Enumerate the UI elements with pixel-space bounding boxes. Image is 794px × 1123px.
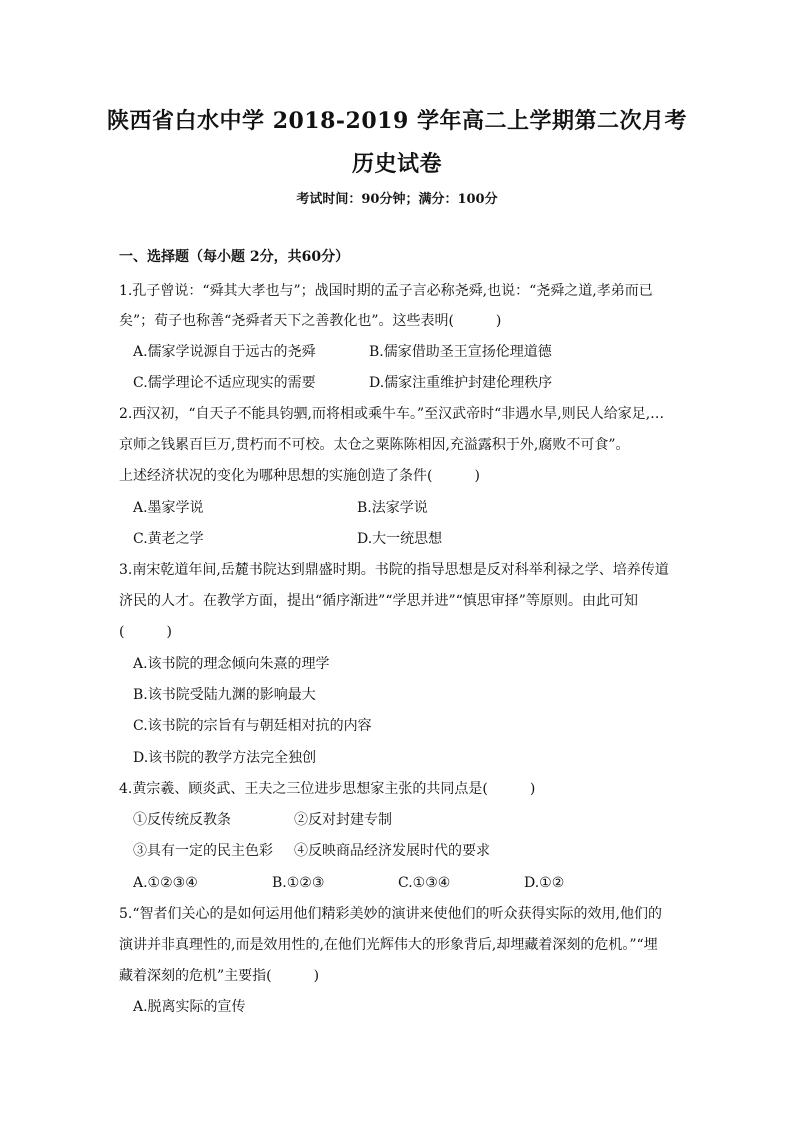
q5-option-a: A.脱离实际的宣传: [133, 999, 246, 1015]
q5-stem-line3: 藏着深刻的危机”主要指( ): [119, 968, 320, 984]
q2-option-d: D.大一统思想: [357, 531, 443, 547]
q1-stem-line2: 矣”；荀子也称善“尧舜者天下之善教化也”。这些表明( ): [119, 313, 502, 329]
q4-option-c: C.①③④: [398, 875, 451, 891]
q3-option-c: C.该书院的宗旨有与朝廷相对抗的内容: [133, 718, 372, 734]
q5-stem-line2: 演讲并非真理性的,而是效用性的,在他们光辉伟大的形象背后,却埋藏着深刻的危机。”“埋: [119, 937, 658, 953]
q3-option-d: D.该书院的教学方法完全独创: [133, 750, 317, 766]
q2-option-b: B.法家学说: [357, 500, 428, 516]
q2-stem-line1: 2.西汉初，“自天子不能具钧驷,而将相或乘牛车。”至汉武帝时“非遇水旱,则民人给家足,…: [119, 406, 665, 422]
q4-option-b: B.①②③: [272, 875, 325, 891]
q1-option-d: D.儒家注重维护封建伦理秩序: [369, 375, 553, 391]
q2-option-a: A.墨家学说: [133, 500, 204, 516]
q3-option-b: B.该书院受陆九渊的影响最大: [133, 687, 316, 703]
q4-item-4: ④反映商品经济发展时代的要求: [294, 843, 490, 859]
q1-option-b: B.儒家借助圣王宣扬伦理道德: [369, 344, 552, 360]
q4-stem-line1: 4.黄宗羲、顾炎武、王夫之三位进步思想家主张的共同点是( ): [119, 781, 536, 797]
q1-option-a: A.儒家学说源自于远古的尧舜: [133, 344, 316, 360]
q2-stem-line2: 京师之钱累百巨万,贯朽而不可校。太仓之粟陈陈相因,充溢露积于外,腐败不可食”。: [119, 437, 630, 453]
q1-option-c: C.儒学理论不适应现实的需要: [133, 375, 316, 391]
exam-subject: 历史试卷: [351, 151, 442, 177]
q3-stem-line3: ( ): [119, 624, 172, 640]
q3-stem-line1: 3.南宋乾道年间,岳麓书院达到鼎盛时期。书院的指导思想是反对科举利禄之学、培养传道: [119, 562, 669, 578]
exam-title: 陕西省白水中学 2018-2019 学年高二上学期第二次月考: [107, 108, 687, 134]
q5-stem-line1: 5.“智者们关心的是如何运用他们精彩美妙的演讲来使他们的听众获得实际的效用,他们的: [119, 906, 662, 922]
q4-item-3: ③具有一定的民主色彩: [133, 843, 273, 859]
q1-stem-line1: 1.孔子曾说：“舜其大孝也与”；战国时期的孟子言必称尧舜,也说：“尧舜之道,孝弟而已: [119, 283, 653, 299]
q4-item-2: ②反对封建专制: [294, 812, 392, 828]
q2-stem-line3: 上述经济状况的变化为哪种思想的实施创造了条件( ): [119, 468, 480, 484]
section-heading: 一、选择题（每小题 2分，共60分）: [119, 249, 350, 265]
q4-option-a: A.①②③④: [133, 875, 198, 891]
q3-option-a: A.该书院的理念倾向朱熹的理学: [133, 656, 330, 672]
q4-option-d: D.①②: [524, 875, 565, 891]
q4-item-1: ①反传统反教条: [133, 812, 231, 828]
q3-stem-line2: 济民的人才。在教学方面，提出“循序渐进”“学思并进”“慎思审择”等原则。由此可知: [119, 593, 638, 609]
q2-option-c: C.黄老之学: [133, 531, 204, 547]
exam-info: 考试时间：90分钟；满分：100分: [296, 192, 498, 207]
